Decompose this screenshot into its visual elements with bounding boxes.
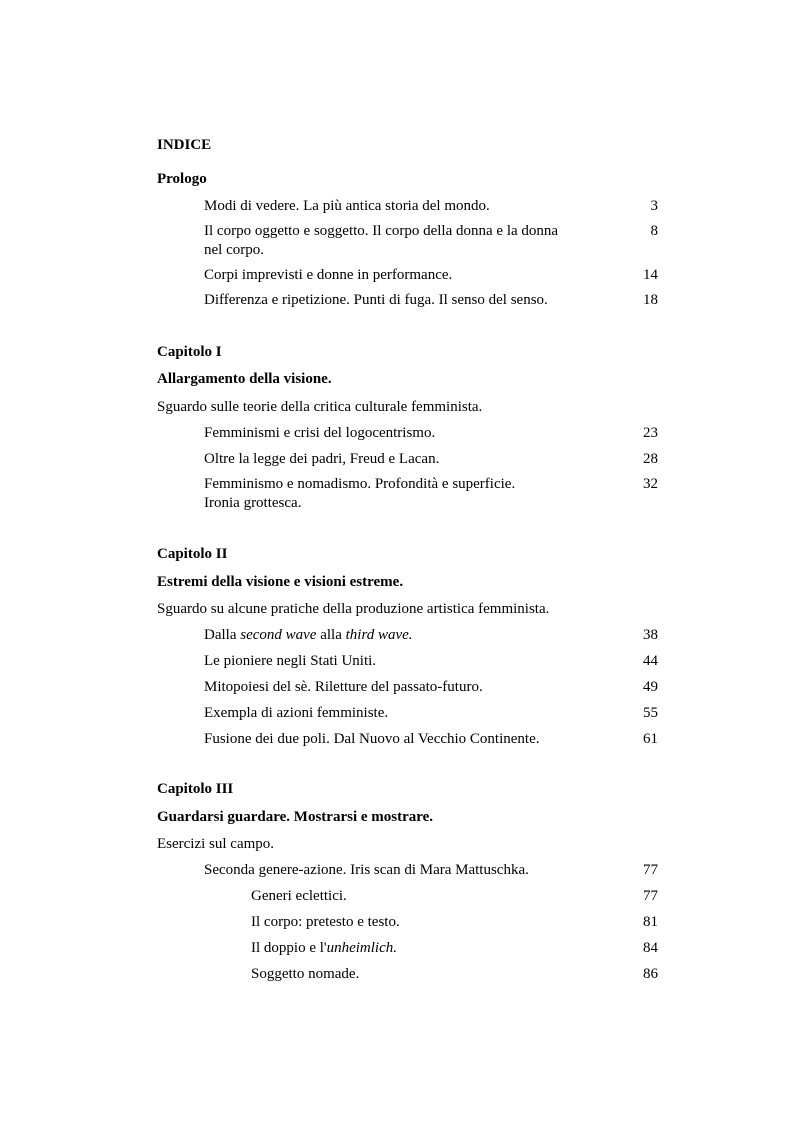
chapter-label: Capitolo III xyxy=(157,781,234,797)
toc-subentry-text: Il corpo: pretesto e testo. xyxy=(251,914,400,930)
chapter-title: Guardarsi guardare. Mostrarsi e mostrare. xyxy=(157,809,434,825)
toc-subentry-text xyxy=(251,939,397,958)
toc-entry-page: 84 xyxy=(643,940,658,956)
toc-entry-text: Il corpo oggetto e soggetto. Il corpo della donna e la donna nel corpo. xyxy=(204,223,559,258)
toc-entry-page: 61 xyxy=(643,731,658,747)
prologo-heading: Prologo xyxy=(157,171,207,187)
toc-entry-text: Femminismo e nomadismo. Profondità e superficie. Ironia grottesca. xyxy=(204,476,516,511)
toc-entry-page: 86 xyxy=(643,966,658,982)
toc-entry-text: Le pioniere negli Stati Uniti. xyxy=(204,653,377,669)
toc-entry-page: 49 xyxy=(643,679,658,695)
toc-entry-page: 3 xyxy=(650,198,658,214)
chapter-subtitle: Sguardo sulle teorie della critica culturale femminista. xyxy=(157,399,483,415)
toc-entry-page: 28 xyxy=(643,451,658,467)
toc-entry-text: Fusione dei due poli. Dal Nuovo al Vecchio Continente. xyxy=(204,731,540,747)
toc-subentry-text: Soggetto nomade. xyxy=(251,966,360,982)
entry-text-italic: unheimlich. xyxy=(326,940,398,956)
toc-entry-page: 18 xyxy=(643,292,658,308)
chapter-subtitle: Sguardo su alcune pratiche della produzione artistica femminista. xyxy=(157,601,550,617)
toc-entry-page: 77 xyxy=(643,862,658,878)
chapter-label: Capitolo II xyxy=(157,546,228,562)
toc-subentry-text: Generi eclettici. xyxy=(251,888,347,904)
toc-entry-text: Oltre la legge dei padri, Freud e Lacan. xyxy=(204,451,440,467)
entry-text-part: Il doppio e l' xyxy=(251,940,327,956)
entry-text-part: alla xyxy=(316,627,346,643)
entry-text-italic: third wave. xyxy=(345,627,413,643)
toc-entry-page: 32 xyxy=(643,476,658,492)
chapter-title: Estremi della visione e visioni estreme. xyxy=(157,574,404,590)
entry-text-part: Dalla xyxy=(204,627,241,643)
toc-entry-page: 77 xyxy=(643,888,658,904)
entry-text-italic: second wave xyxy=(240,627,317,643)
toc-entry-page: 55 xyxy=(643,705,658,721)
toc-entry-page: 81 xyxy=(643,914,658,930)
toc-entry-text: Corpi imprevisti e donne in performance. xyxy=(204,267,453,283)
chapter-title: Allargamento della visione. xyxy=(157,371,332,387)
toc-entry-text: Femminismi e crisi del logocentrismo. xyxy=(204,425,436,441)
toc-entry-page: 8 xyxy=(650,223,658,239)
toc-entry-page: 44 xyxy=(643,653,658,669)
toc-entry-text: Differenza e ripetizione. Punti di fuga. Il senso del senso. xyxy=(204,292,548,308)
toc-entry-text: Mitopoiesi del sè. Riletture del passato-futuro. xyxy=(204,679,483,695)
chapter-subtitle: Esercizi sul campo. xyxy=(157,836,275,852)
toc-entry-page: 23 xyxy=(643,425,658,441)
toc-entry-page: 14 xyxy=(643,267,658,283)
index-title: INDICE xyxy=(157,137,212,153)
toc-entry-text: Exempla di azioni femministe. xyxy=(204,705,389,721)
chapter-label: Capitolo I xyxy=(157,344,222,360)
toc-entry-page: 38 xyxy=(643,627,658,643)
toc-entry-text: Modi di vedere. La più antica storia del mondo. xyxy=(204,198,490,214)
toc-entry-text: Seconda genere-azione. Iris scan di Mara Mattuschka. xyxy=(204,862,529,878)
toc-entry-text xyxy=(204,626,413,645)
